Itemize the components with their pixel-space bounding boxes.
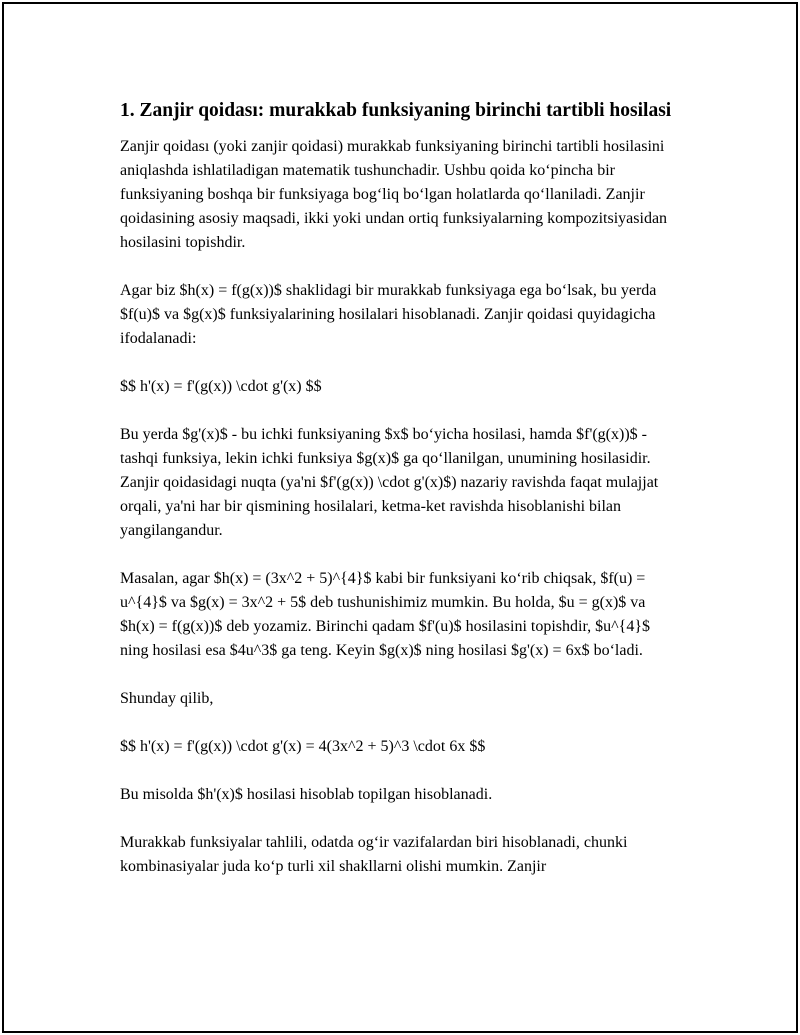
paragraph-result-note: Bu misolda $h'(x)$ hosilasi hisoblab topilgan hisoblanadi. [120,786,493,803]
formula-chain-rule: $$ h'(x) = f'(g(x)) \cdot g'(x) $$ [120,378,322,395]
section-heading: 1. Zanjir qoidası: murakkab funksiyaning birinchi tartibli hosilasi [120,100,672,121]
document-page [2,2,798,1033]
formula-example-result: $$ h'(x) = f'(g(x)) \cdot g'(x) = 4(3x^2 + 5)^3 \cdot 6x $$ [120,738,486,755]
paragraph-explanation: Bu yerda $g'(x)$ - bu ichki funksiyaning $x$ bo‘yicha hosilasi, hamda $f'(g(x))$ - tashqi funksiya, lekin ichki funksiya $g(x)$ ga qo‘llanilgan, unumining hosilasidir. Zanjir qoidasidagi nuqta (ya'ni $f'(g(x)) \cdot g'(x)$) nazariy ravishda faqat mulajjat orqali, ya'ni har bir qismining hosilalari, ketma-ket ravishda hisoblanishi bilan yangilangandur. [120,426,659,539]
paragraph-intro: Zanjir qoidası (yoki zanjir qoidasi) murakkab funksiyaning birinchi tartibli hosilasini aniqlashda ishlatiladigan matematik tushunchadir. Ushbu qoida ko‘pincha bir funksiyaning boshqa bir funksiyaga bog‘liq bo‘lgan holatlarda qo‘llaniladi. Zanjir qoidasining asosiy maqsadi, ikki yoki undan ortiq funksiyalarning kompozitsiyasidan hosilasini topishdir. [120,138,668,251]
paragraph-conclusion-intro: Shunday qilib, [120,690,214,707]
document-body [120,97,680,903]
paragraph-analysis: Murakkab funksiyalar tahlili, odatda og‘ir vazifalardan biri hisoblanadi, chunki kombinasiyalar juda ko‘p turli xil shakllarni olishi mumkin. Zanjir [120,834,628,875]
paragraph-example: Masalan, agar $h(x) = (3x^2 + 5)^{4}$ kabi bir funksiyani ko‘rib chiqsak, $f(u) = u^{4}$ va $g(x) = 3x^2 + 5$ deb tushunishimiz mumkin. Bu holda, $u = g(x)$ va $h(x) = f(g(x))$ deb yozamiz. Birinchi qadam $f'(u)$ hosilasini topishdir, $u^{4}$ ning hosilasi esa $4u^3$ ga teng. Keyin $g(x)$ ning hosilasi $g'(x) = 6x$ bo‘ladi. [120,570,651,659]
paragraph-definition: Agar biz $h(x) = f(g(x))$ shaklidagi bir murakkab funksiyaga ega bo‘lsak, bu yerda $f(u)$ va $g(x)$ funksiyalarining hosilalari hisoblanadi. Zanjir qoidasi quyidagicha ifodalanadi: [120,282,657,347]
